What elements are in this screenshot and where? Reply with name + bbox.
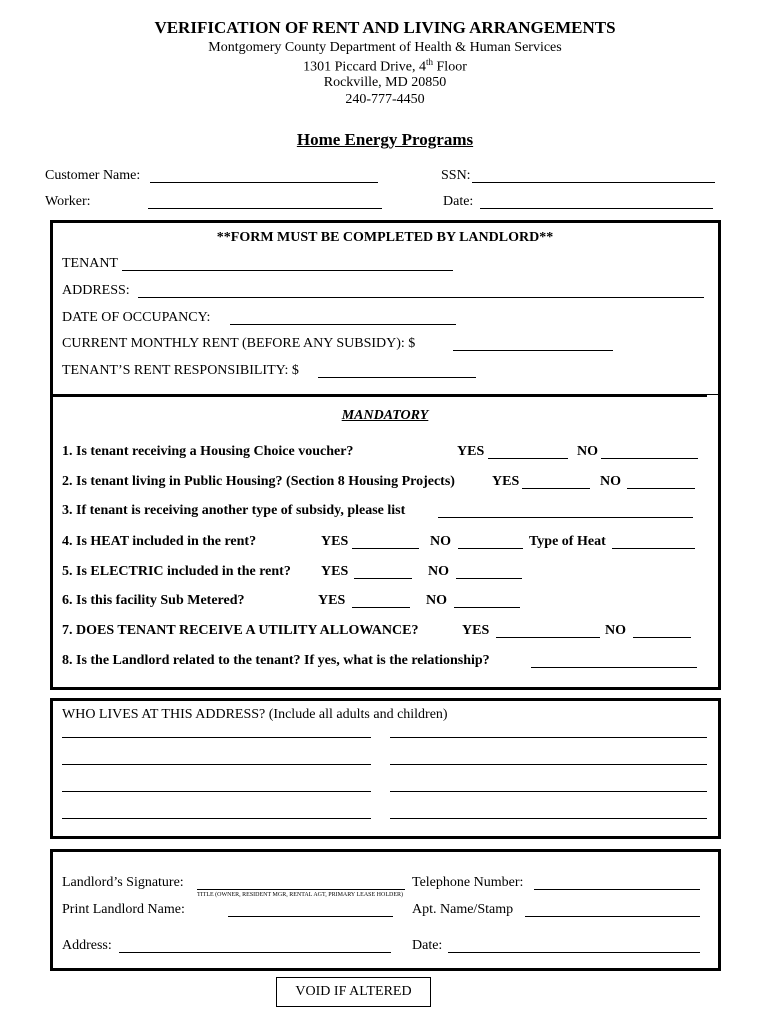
q3-field[interactable] [438, 517, 693, 518]
q4-yes-field[interactable] [352, 548, 419, 549]
current-rent-field[interactable] [453, 350, 613, 351]
landlord-signature-label: Landlord’s Signature: [62, 875, 184, 890]
occupant-line-2b[interactable] [390, 764, 707, 765]
address-label: ADDRESS: [62, 283, 130, 298]
q4-type-of-heat-field[interactable] [612, 548, 695, 549]
q5-yes-label: YES [321, 564, 349, 579]
tenant-responsibility-label: TENANT’S RENT RESPONSIBILITY: $ [62, 363, 299, 378]
q6-no-field[interactable] [454, 607, 520, 608]
landlord-address-label: Address: [62, 938, 112, 953]
q1-no-field[interactable] [601, 458, 698, 459]
q7-yes-field[interactable] [496, 637, 600, 638]
q4-yes-label: YES [321, 534, 349, 549]
q6-no-label: NO [426, 593, 447, 608]
ssn-label: SSN: [441, 168, 471, 183]
mandatory-heading: MANDATORY [341, 408, 429, 423]
q8-field[interactable] [531, 667, 697, 668]
q4-text: 4. Is HEAT included in the rent? [62, 534, 257, 549]
occupant-line-3a[interactable] [62, 791, 371, 792]
customer-name-field[interactable] [150, 182, 378, 183]
occupants-label: WHO LIVES AT THIS ADDRESS? (Include all adults and children) [62, 707, 448, 722]
occupant-line-1b[interactable] [390, 737, 707, 738]
q7-yes-label: YES [462, 623, 490, 638]
worker-field[interactable] [148, 208, 382, 209]
landlord-address-field[interactable] [119, 952, 391, 953]
customer-name-label: Customer Name: [45, 168, 141, 183]
date-of-occupancy-label: DATE OF OCCUPANCY: [62, 310, 211, 325]
q1-text: 1. Is tenant receiving a Housing Choice voucher? [62, 444, 354, 459]
landlord-notice: **FORM MUST BE COMPLETED BY LANDLORD** [216, 230, 554, 245]
q6-text: 6. Is this facility Sub Metered? [62, 593, 245, 608]
date-field[interactable] [480, 208, 713, 209]
tenant-responsibility-field[interactable] [318, 377, 476, 378]
q1-yes-field[interactable] [488, 458, 568, 459]
void-if-altered-notice: VOID IF ALTERED [276, 977, 431, 1007]
q5-no-field[interactable] [456, 578, 522, 579]
occupant-line-1a[interactable] [62, 737, 371, 738]
q1-yes-label: YES [457, 444, 485, 459]
print-landlord-name-label: Print Landlord Name: [62, 902, 185, 917]
title-note: TITLE (OWNER, RESIDENT MGR, RENTAL AGT, PRIMARY LEASE HOLDER) [197, 892, 404, 898]
tenant-field[interactable] [122, 270, 453, 271]
q8-text: 8. Is the Landlord related to the tenant? If yes, what is the relationship? [62, 653, 490, 668]
ssn-field[interactable] [472, 182, 715, 183]
landlord-signature-field[interactable] [197, 889, 405, 890]
q2-no-label: NO [600, 474, 621, 489]
q5-yes-field[interactable] [354, 578, 412, 579]
occupant-line-2a[interactable] [62, 764, 371, 765]
q2-text: 2. Is tenant living in Public Housing? (Section 8 Housing Projects) [62, 474, 455, 489]
q7-text: 7. DOES TENANT RECEIVE A UTILITY ALLOWANCE? [62, 623, 419, 638]
tenant-label: TENANT [62, 256, 118, 271]
department-name: Montgomery County Department of Health & Human Services [208, 40, 562, 55]
q2-yes-label: YES [492, 474, 520, 489]
current-rent-label: CURRENT MONTHLY RENT (BEFORE ANY SUBSIDY): $ [62, 336, 416, 351]
section-divider-right [705, 394, 718, 395]
department-city-address: Rockville, MD 20850 [323, 75, 447, 90]
landlord-date-label: Date: [412, 938, 443, 953]
q3-text: 3. If tenant is receiving another type of subsidy, please list [62, 503, 406, 518]
occupant-line-3b[interactable] [390, 791, 707, 792]
apt-name-stamp-label: Apt. Name/Stamp [412, 902, 514, 917]
q7-no-field[interactable] [633, 637, 691, 638]
q6-yes-label: YES [318, 593, 346, 608]
q2-yes-field[interactable] [522, 488, 590, 489]
form-title: VERIFICATION OF RENT AND LIVING ARRANGEMENTS [154, 18, 616, 37]
address-field[interactable] [138, 297, 704, 298]
program-title: Home Energy Programs [296, 130, 474, 149]
q5-no-label: NO [428, 564, 449, 579]
q5-text: 5. Is ELECTRIC included in the rent? [62, 564, 291, 579]
q4-no-label: NO [430, 534, 451, 549]
apt-name-stamp-field[interactable] [525, 916, 700, 917]
worker-label: Worker: [45, 194, 91, 209]
occupant-line-4a[interactable] [62, 818, 371, 819]
print-landlord-name-field[interactable] [228, 916, 393, 917]
department-phone: 240-777-4450 [345, 92, 425, 107]
date-of-occupancy-field[interactable] [230, 324, 456, 325]
section-divider [53, 394, 707, 397]
telephone-field[interactable] [534, 889, 700, 890]
q4-type-of-heat-label: Type of Heat [529, 534, 606, 549]
q7-no-label: NO [605, 623, 626, 638]
landlord-date-field[interactable] [448, 952, 700, 953]
q2-no-field[interactable] [627, 488, 695, 489]
q6-yes-field[interactable] [352, 607, 410, 608]
occupant-line-4b[interactable] [390, 818, 707, 819]
q1-no-label: NO [577, 444, 598, 459]
date-label: Date: [443, 194, 474, 209]
q4-no-field[interactable] [458, 548, 523, 549]
department-street-address: 1301 Piccard Drive, 4th Floor [303, 57, 467, 75]
telephone-label: Telephone Number: [412, 875, 524, 890]
